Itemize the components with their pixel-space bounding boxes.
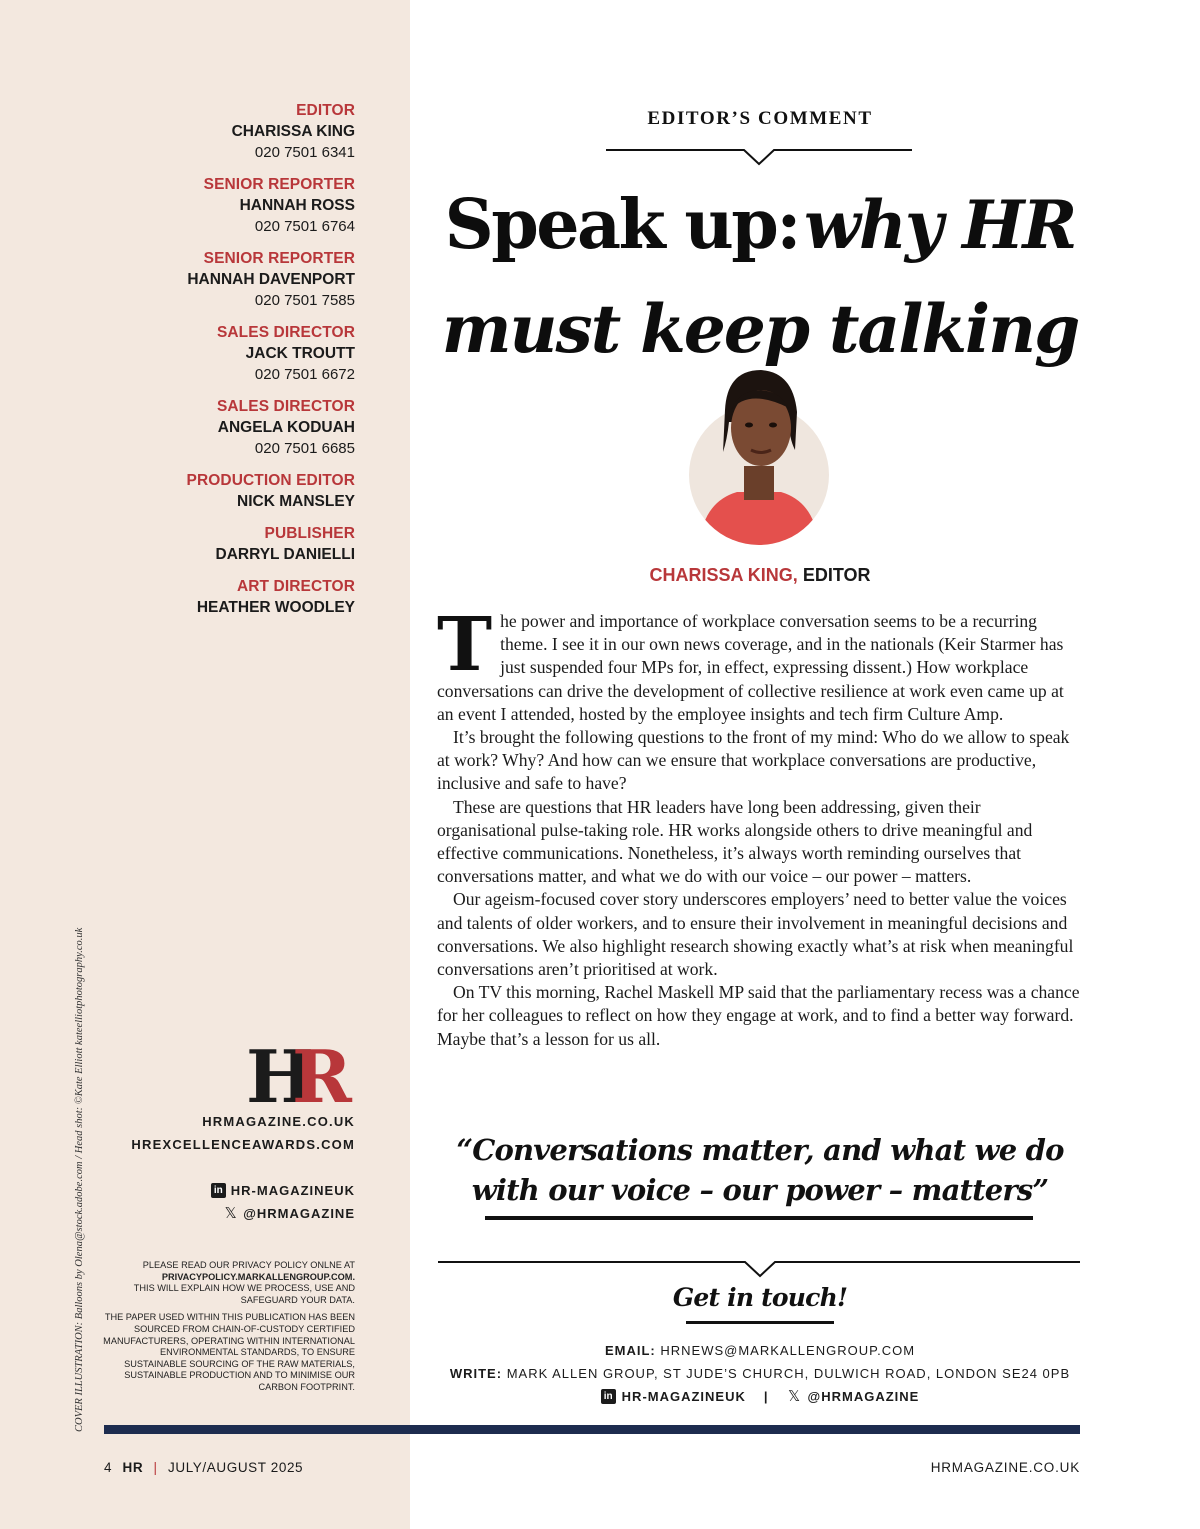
- staff-phone: 020 7501 6685: [254, 440, 355, 457]
- staff-entry: [15, 174, 355, 237]
- pull-quote-line: Conversations matter, and what we do: [472, 1133, 1064, 1167]
- contact-title-rule: [686, 1321, 834, 1324]
- linkedin-icon: in: [211, 1183, 226, 1198]
- sidebar-social: [55, 1179, 355, 1225]
- drop-cap: T: [437, 602, 493, 688]
- article-paragraph: On TV this morning, Rachel Maskell MP said that the parliamentary recess was a chance for her colleagues to reflect on how they engage at work, and to find a better way forward. Maybe that’s a lesson for us all.: [437, 982, 1080, 1049]
- byline: [560, 565, 960, 586]
- headline-italic: must keep talking: [441, 290, 1079, 368]
- headline: [410, 182, 1110, 390]
- staff-role: EDITOR: [296, 102, 355, 119]
- article-paragraph: It’s brought the following questions to the front of my mind: Who do we allow to speak at work? Why? And how can we ensure that workplace conversations are productive, inclusive and safe to have?: [437, 727, 1070, 794]
- issue-date: JULY/AUGUST 2025: [168, 1460, 304, 1475]
- section-kicker: EDITOR’S COMMENT: [647, 108, 873, 129]
- contact-address: [420, 1366, 1100, 1381]
- contact-email: [420, 1343, 1100, 1358]
- x-handle: @HRMAGAZINE: [243, 1206, 355, 1221]
- linkedin-handle: HR-MAGAZINEUK: [230, 1183, 355, 1198]
- staff-role: SALES DIRECTOR: [216, 398, 355, 415]
- staff-name: HANNAH ROSS: [239, 197, 355, 214]
- staff-role: SENIOR REPORTER: [203, 250, 355, 267]
- headline-italic: why HR: [804, 186, 1076, 264]
- x-icon: 𝕏: [787, 1388, 801, 1405]
- staff-role: PUBLISHER: [264, 525, 355, 542]
- awards-link[interactable]: HREXCELLENCEAWARDS.COM: [131, 1137, 355, 1152]
- staff-phone: 020 7501 7585: [254, 292, 355, 309]
- x-link[interactable]: [55, 1202, 355, 1225]
- privacy-url[interactable]: PRIVACYPOLICY.MARKALLENGROUP.COM.: [161, 1271, 355, 1282]
- editor-portrait: [689, 370, 829, 546]
- byline-name: CHARISSA KING,: [649, 565, 798, 585]
- headline-bold: Speak up:: [444, 185, 799, 265]
- pull-quote: [440, 1130, 1080, 1210]
- contact-title: Get in touch!: [672, 1283, 848, 1312]
- staff-phone: 020 7501 6672: [254, 366, 355, 383]
- photo-credit: COVER ILLUSTRATION: Balloons by Olena@stock.adobe.com / Head shot: ©Kate Elliott kateelliotphotography.co.uk: [74, 927, 85, 1432]
- footer-folio: [104, 1460, 303, 1475]
- privacy-line: THIS WILL EXPLAIN HOW WE PROCESS, USE AND SAFEGUARD YOUR DATA.: [133, 1283, 355, 1305]
- paper-notice: THE PAPER USED WITHIN THIS PUBLICATION HAS BEEN SOURCED FROM CHAIN-OF-CUSTODY CERTIFIED MANUFACTURERS, OPERATING WITHIN INTERNATIONAL ENVIRONMENTAL STANDARDS, TO ENSURE SUSTAINABLE SOURCING OF THE RAW MATERIALS, SUSTAINABLE PRODUCTION AND TO MINIMISE OUR CARBON FOOTPRINT.: [103, 1312, 355, 1392]
- staff-role: PRODUCTION EDITOR: [186, 472, 355, 489]
- website-link[interactable]: HRMAGAZINE.CO.UK: [202, 1114, 355, 1129]
- article-paragraph: [437, 602, 1080, 726]
- staff-entry: [15, 523, 355, 565]
- staff-entry: [15, 322, 355, 385]
- staff-name: HEATHER WOODLEY: [196, 599, 355, 616]
- linkedin-handle[interactable]: HR-MAGAZINEUK: [621, 1389, 746, 1404]
- staff-name: CHARISSA KING: [231, 123, 355, 140]
- article-body: [437, 602, 1080, 1051]
- close-quote-mark: ”: [1032, 1173, 1049, 1207]
- email-label: EMAIL:: [604, 1343, 656, 1358]
- svg-text:H: H: [246, 1042, 305, 1104]
- staff-list: [15, 100, 355, 629]
- linkedin-link[interactable]: [55, 1179, 355, 1202]
- chevron-divider: [606, 148, 912, 168]
- sidebar: [0, 0, 410, 1529]
- footer-separator: |: [153, 1460, 158, 1475]
- staff-entry: [15, 100, 355, 163]
- email-address[interactable]: HRNEWS@MARKALLENGROUP.COM: [660, 1343, 916, 1358]
- footer-website[interactable]: HRMAGAZINE.CO.UK: [930, 1460, 1080, 1475]
- article-paragraph: Our ageism-focused cover story underscores employers’ need to better value the voices and talents of older workers, and to ensure their involvement in meaningful decisions and conversations. We also highlight research showing exactly what’s at risk when meaningful conversations aren’t prioritised at work.: [437, 889, 1074, 980]
- page-number: 4: [104, 1460, 113, 1475]
- footer-bar: [104, 1425, 1080, 1434]
- paragraph-text: he power and importance of workplace conversation seems to be a recurring theme. I see it in our own news coverage, and in the nationals (Keir Starmer has just suspended four MPs for, in effect, expressing dissent.) How workplace conversations can drive the development of collective resilience at work even came up at an event I attended, hosted by the employee insights and tech firm Culture Amp.: [437, 611, 1064, 724]
- separator: |: [763, 1389, 769, 1404]
- staff-name: ANGELA KODUAH: [217, 419, 355, 436]
- open-quote-mark: “: [456, 1133, 473, 1167]
- privacy-line: PLEASE READ OUR PRIVACY POLICY ONLNE AT: [142, 1260, 355, 1270]
- staff-name: DARRYL DANIELLI: [215, 546, 355, 563]
- write-label: WRITE:: [449, 1366, 503, 1381]
- staff-name: HANNAH DAVENPORT: [187, 271, 355, 288]
- svg-text:R: R: [292, 1042, 352, 1104]
- sidebar-links: [35, 1110, 355, 1156]
- staff-role: ART DIRECTOR: [236, 578, 355, 595]
- pull-quote-line: with our voice – our power – matters: [471, 1173, 1033, 1207]
- staff-entry: [15, 248, 355, 311]
- staff-entry: [15, 470, 355, 512]
- chevron-divider: [438, 1260, 1080, 1280]
- staff-phone: 020 7501 6764: [254, 218, 355, 235]
- staff-name: JACK TROUTT: [245, 345, 355, 362]
- staff-role: SALES DIRECTOR: [216, 324, 355, 341]
- privacy-text: [95, 1260, 355, 1306]
- linkedin-icon: in: [601, 1389, 616, 1404]
- staff-name: NICK MANSLEY: [237, 493, 355, 510]
- staff-role: SENIOR REPORTER: [203, 176, 355, 193]
- postal-address: MARK ALLEN GROUP, ST JUDE’S CHURCH, DULWICH ROAD, LONDON SE24 0PB: [506, 1366, 1071, 1381]
- hr-logo: [246, 1042, 356, 1104]
- privacy-notice: [95, 1260, 355, 1400]
- article-paragraph: These are questions that HR leaders have long been addressing, given their organisational pulse-taking role. HR works alongside others to drive meaningful and effective communications. Nonetheless, it’s always worth reminding ourselves that conversations matter, and what we do with our voice – our power – matters.: [437, 796, 1033, 887]
- byline-role: EDITOR: [802, 565, 871, 585]
- staff-phone: 020 7501 6341: [254, 144, 355, 161]
- x-handle[interactable]: @HRMAGAZINE: [807, 1389, 920, 1404]
- x-icon: 𝕏: [224, 1205, 237, 1222]
- staff-entry: [15, 576, 355, 618]
- magazine-name: HR: [122, 1460, 144, 1475]
- pull-quote-rule: [485, 1216, 1033, 1220]
- contact-social: [420, 1389, 1100, 1404]
- staff-entry: [15, 396, 355, 459]
